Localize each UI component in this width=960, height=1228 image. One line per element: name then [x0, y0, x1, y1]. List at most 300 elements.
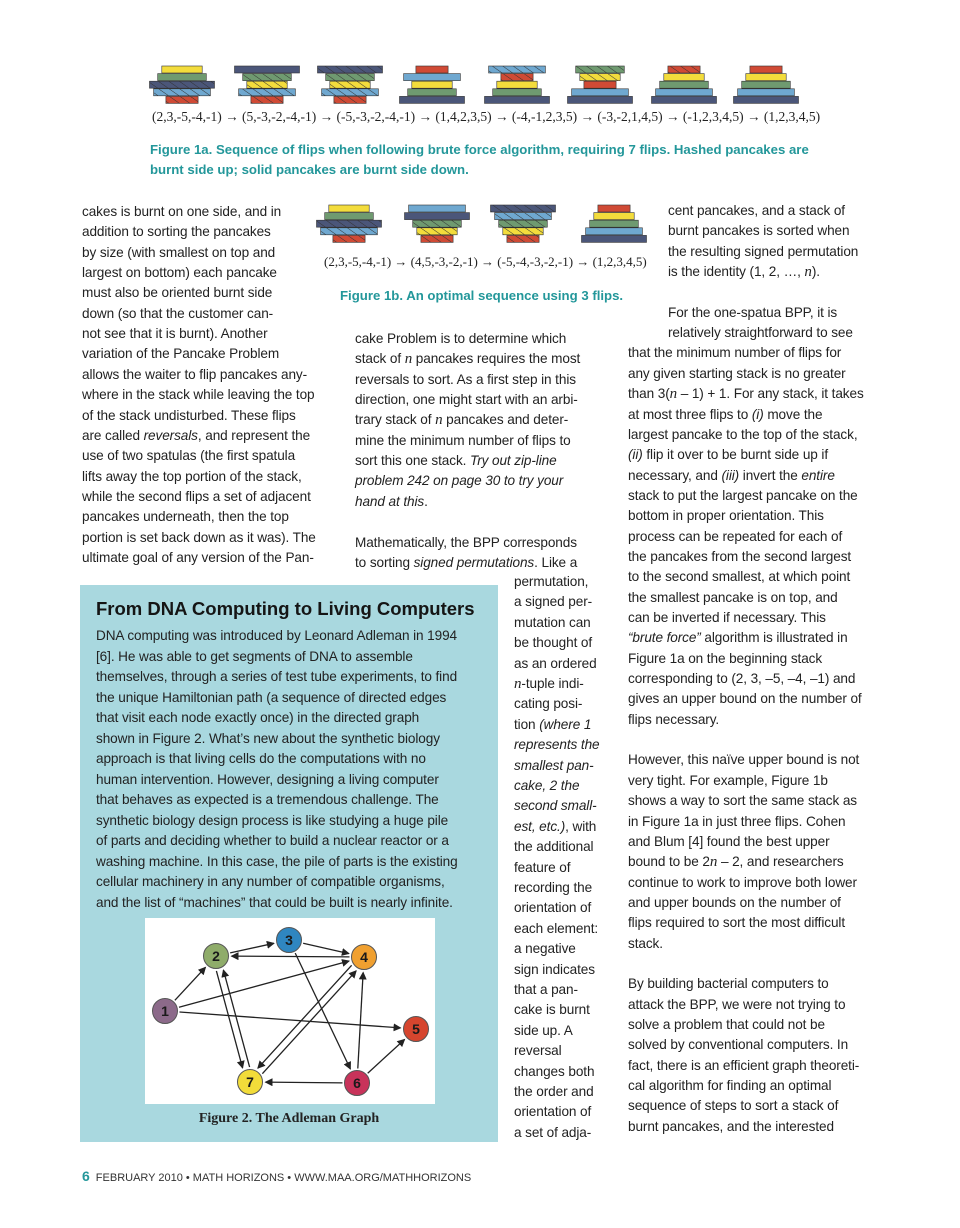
text-line	[514, 674, 584, 694]
hatch-overlay	[507, 235, 539, 242]
text-segment: flips necessary.	[628, 711, 720, 727]
text-segment: and Blum [4] found the best upper	[628, 833, 830, 849]
text-segment: as an ordered	[514, 655, 597, 671]
text-segment: relatively straightforward to see	[668, 325, 853, 341]
graph-edge-6-4	[358, 972, 363, 1068]
emphasis-text: represents the	[514, 737, 600, 753]
text-line	[628, 405, 822, 425]
text-line	[82, 324, 268, 344]
text-segment: human intervention. However, designing a living computer	[96, 771, 439, 787]
text-segment: must also be oriented burnt side	[82, 285, 273, 301]
hatch-overlay	[326, 74, 375, 81]
text-segment: that a pan-	[514, 982, 578, 997]
figure-2-caption: Figure 2. The Adleman Graph	[198, 1111, 380, 1126]
text-line	[668, 242, 858, 262]
text-line	[628, 669, 855, 689]
text-line	[514, 837, 593, 857]
emphasis-text: est, etc.)	[514, 818, 566, 834]
pancake-stack	[405, 205, 470, 242]
text-segment: , with	[565, 818, 597, 834]
graph-node-2	[204, 944, 229, 969]
text-line	[628, 486, 858, 506]
text-line	[82, 202, 281, 222]
text-segment: in Figure 1a in just three flips. Cohen	[628, 813, 846, 829]
text-line	[628, 913, 845, 933]
emphasis-text: second small-	[514, 798, 597, 814]
emphasis-text: (ii)	[628, 447, 643, 463]
text-line	[82, 243, 275, 263]
text-segment: mine the minimum number of flips to	[355, 432, 571, 448]
text-line	[628, 1076, 831, 1096]
emphasis-text: (iii)	[721, 467, 740, 483]
text-segment: washing machine. In this case, the pile of parts is the existing	[96, 853, 458, 869]
hatch-overlay	[334, 96, 366, 103]
text-segment: is the identity (1, 2, …,	[668, 264, 805, 280]
text-line	[96, 667, 457, 688]
text-segment: cake is burnt	[514, 1002, 590, 1018]
text-segment: pancakes underneath, then the top	[82, 509, 289, 525]
text-line	[668, 221, 849, 241]
pancake-burnt-down	[746, 74, 786, 81]
text-segment: algorithm is illustrated in	[700, 630, 848, 646]
graph-node-4	[352, 945, 377, 970]
text-segment: – 2, and researchers	[717, 854, 844, 870]
page-number: 6	[82, 1168, 90, 1184]
emphasis-text: entire	[801, 467, 835, 483]
graph-node-1	[153, 999, 178, 1024]
text-segment: [6]. He was able to get segments of DNA to assemble	[96, 648, 413, 664]
pancake-burnt-down	[582, 235, 647, 242]
text-segment: addition to sorting the pancakes	[82, 224, 271, 240]
hatch-overlay	[413, 220, 462, 227]
text-line	[355, 431, 571, 451]
text-segment: of the stack undisturbed. These flips	[82, 407, 296, 423]
hatch-overlay	[580, 74, 620, 81]
graph-edge-1-5	[179, 1012, 400, 1028]
text-line	[668, 201, 845, 221]
text-segment: down (so that the customer can-	[82, 305, 274, 321]
graph-node-7	[238, 1070, 263, 1095]
footer-text: FEBRUARY 2010 • MATH HORIZONS • WWW.MAA.ORG/MATHHORIZONS	[95, 1172, 472, 1184]
text-segment: pancakes requires the most	[412, 351, 581, 367]
text-line	[628, 934, 663, 954]
text-line	[96, 811, 448, 832]
text-line	[96, 770, 439, 791]
hatch-overlay	[491, 205, 556, 212]
emphasis-text: Try out zip-line	[470, 453, 557, 469]
text-segment: where in the stack while leaving the top	[82, 387, 315, 403]
text-line	[628, 425, 858, 445]
pancake-burnt-down	[568, 96, 633, 103]
text-segment: cent pancakes, and a stack of	[668, 203, 845, 218]
figure-1a-sequence: (2,3,-5,-4,-1) → (5,-3,-2,-4,-1) → (-5,-3,-2,-4,-1) → (1,4,2,3,5) → (-4,-1,2,3,5) → (-3,-2,1,4,5) → (-1,2,3,4,5) → (1,2,3,4,5)	[152, 109, 821, 124]
text-segment: the smallest pancake is on top, and	[628, 589, 838, 605]
text-segment: .	[424, 493, 428, 509]
text-segment: that visit each node exactly once) in the directed graph	[96, 710, 420, 725]
text-line	[82, 283, 272, 303]
hatch-overlay	[499, 220, 548, 227]
text-segment: continue to work to improve both lower	[628, 874, 857, 890]
text-line	[96, 831, 449, 852]
text-segment: a signed per-	[514, 594, 593, 610]
pancake-burnt-down	[412, 81, 452, 88]
text-line	[514, 898, 591, 918]
emphasis-text: (i)	[751, 406, 764, 422]
graph-node-label: 6	[353, 1075, 361, 1091]
text-line	[628, 771, 828, 791]
hatch-overlay	[154, 89, 211, 96]
text-line	[514, 1000, 590, 1020]
pancake-stack	[485, 66, 550, 103]
graph-node-label: 7	[246, 1074, 254, 1090]
hatch-overlay	[576, 66, 625, 73]
text-segment: stack.	[628, 935, 663, 951]
graph-edge-6-5	[368, 1039, 405, 1073]
pancake-stack	[318, 66, 383, 103]
math-variable: n	[514, 676, 522, 692]
text-segment: By building bacterial computers to	[628, 976, 829, 992]
text-segment: synthetic biology design process is like studying a huge pile	[96, 812, 449, 828]
pancake-burnt-down	[400, 96, 465, 103]
text-segment: not see that it is burnt). Another	[82, 326, 268, 342]
text-segment: the pancakes from the second largest	[628, 548, 852, 564]
pancake-burnt-down	[750, 66, 782, 73]
text-segment: flip it over to be burnt side up if	[642, 447, 829, 463]
text-line	[628, 608, 826, 628]
hatch-overlay	[150, 81, 215, 88]
text-line	[628, 445, 828, 465]
pancake-stack	[568, 66, 633, 103]
page-footer	[82, 1168, 471, 1184]
text-segment: burnt pancakes, and the interested	[628, 1118, 834, 1134]
text-segment: to sorting	[355, 554, 414, 570]
text-line	[355, 390, 578, 410]
text-line	[82, 487, 311, 507]
emphasis-text: smallest pan-	[514, 757, 594, 773]
graph-node-label: 3	[285, 932, 293, 948]
text-line	[355, 329, 566, 349]
pancake-burnt-down	[325, 213, 374, 220]
text-line	[628, 1096, 838, 1116]
text-line	[628, 1035, 848, 1055]
text-segment: fact, there is an efficient graph theoreti-	[628, 1057, 860, 1073]
math-variable: n	[804, 264, 812, 281]
text-segment: bottom in proper orientation. This	[628, 508, 824, 524]
math-variable: n	[669, 386, 678, 403]
text-line	[82, 406, 296, 426]
text-line	[514, 1082, 594, 1102]
emphasis-text: problem 242 on page 30 to try your	[355, 473, 564, 489]
emphasis-text: (where 1	[539, 716, 592, 732]
text-line	[514, 1021, 573, 1041]
text-line	[628, 547, 851, 567]
hatch-overlay	[243, 74, 292, 81]
pancake-burnt-down	[485, 96, 550, 103]
text-segment: Mathematically, the BPP corresponds	[355, 534, 577, 550]
pancake-burnt-down	[738, 89, 795, 96]
pancake-burnt-down	[405, 213, 470, 220]
hatch-overlay	[489, 66, 546, 73]
text-segment: that the minimum number of flips for	[628, 345, 842, 361]
text-line	[82, 426, 310, 446]
text-line	[628, 995, 845, 1015]
text-line	[628, 689, 862, 709]
hatch-overlay	[317, 220, 382, 227]
text-segment: solve a problem that could not be	[628, 1017, 825, 1032]
pancake-burnt-down	[329, 205, 369, 212]
text-line	[96, 647, 413, 668]
text-line	[514, 654, 597, 674]
hatch-overlay	[247, 81, 287, 88]
text-line	[96, 872, 445, 893]
figure-1b-sequence: (2,3,-5,-4,-1) → (4,5,-3,-2,-1) → (-5,-4,-3,-2,-1) → (1,2,3,4,5)	[324, 254, 647, 269]
text-segment: -tuple indi-	[521, 676, 584, 691]
text-segment: largest on bottom) each pancake	[82, 265, 277, 281]
text-line	[628, 1056, 859, 1076]
text-line	[668, 303, 837, 323]
text-segment: changes both	[514, 1063, 595, 1079]
text-line	[514, 919, 598, 939]
text-segment: cakes is burnt on one side, and in	[82, 204, 282, 219]
text-segment: can be inverted if necessary. This	[628, 610, 826, 625]
pancake-burnt-down	[497, 81, 537, 88]
text-segment: pancakes and deter-	[442, 412, 569, 428]
text-line	[96, 729, 440, 750]
math-variable: n	[709, 854, 718, 871]
hatch-overlay	[333, 235, 365, 242]
graph-edge-2-7	[216, 971, 242, 1068]
text-line	[628, 750, 859, 770]
text-segment: of parts and deciding whether to build a nuclear reactor or a	[96, 833, 449, 848]
text-line	[628, 466, 835, 486]
text-line	[628, 974, 829, 994]
text-segment: shown in Figure 2. What’s new about the synthetic biology	[96, 730, 440, 746]
text-segment: orientation of	[514, 1104, 592, 1120]
graph-edge-2-3	[230, 943, 274, 953]
text-line	[514, 572, 588, 592]
text-line	[96, 790, 439, 811]
text-line	[82, 344, 279, 364]
text-line	[514, 817, 596, 837]
text-segment: tion	[514, 716, 540, 732]
pancake-stack	[652, 66, 717, 103]
text-line	[355, 471, 563, 491]
pancake-burnt-down	[734, 96, 799, 103]
text-segment: and upper bounds on the number of	[628, 894, 841, 910]
figure-1b-caption: Figure 1b. An optimal sequence using 3 flips.	[340, 288, 624, 303]
text-line	[628, 852, 844, 872]
text-line	[628, 384, 864, 404]
text-line	[96, 749, 426, 770]
hatch-overlay	[166, 96, 198, 103]
text-segment: allows the waiter to flip pancakes any-	[82, 366, 308, 382]
text-segment: themselves, through a series of test tube experiments, to find	[96, 669, 458, 684]
emphasis-text: cake, 2 the	[514, 778, 580, 793]
pancake-stack	[582, 205, 647, 242]
text-line	[514, 858, 570, 878]
text-segment: move the	[763, 406, 823, 422]
graph-node-3	[277, 928, 302, 953]
hatch-overlay	[668, 66, 700, 73]
text-line	[96, 893, 453, 914]
text-line	[82, 507, 289, 527]
pancake-burnt-down	[584, 81, 616, 88]
text-line	[514, 1123, 591, 1143]
text-line	[628, 527, 842, 547]
graph-edge-6-7	[265, 1082, 342, 1083]
text-segment: be thought of	[514, 635, 593, 651]
text-line	[355, 410, 568, 430]
text-segment: to the second smallest, at which point	[628, 569, 851, 585]
hatch-overlay	[321, 228, 378, 235]
text-segment: flips required to sort the most difficult	[628, 915, 846, 931]
hatch-overlay	[318, 66, 383, 73]
graph-edge-3-4	[303, 943, 349, 953]
text-segment: use of two spatulas (the first spatula	[82, 448, 296, 464]
hatch-overlay	[421, 235, 453, 242]
text-line	[628, 364, 846, 384]
text-segment: each element:	[514, 920, 599, 936]
graph-edge-1-2	[175, 967, 206, 1000]
text-line	[514, 776, 579, 796]
text-segment: solved by conventional computers. In	[628, 1037, 849, 1053]
text-line	[96, 708, 419, 729]
emphasis-text: signed permutations	[413, 554, 535, 570]
text-segment: recording the	[514, 880, 593, 895]
pancake-burnt-down	[660, 81, 709, 88]
text-line	[82, 304, 273, 324]
text-segment: the order and	[514, 1084, 594, 1099]
text-segment: variation of the Pancake Problem	[82, 346, 280, 362]
text-line	[668, 262, 820, 282]
hatch-overlay	[417, 228, 457, 235]
pancake-burnt-down	[594, 213, 634, 220]
text-segment: cal algorithm for finding an optimal	[628, 1078, 832, 1094]
text-segment: while the second flips a set of adjacent	[82, 488, 311, 504]
hatch-overlay	[503, 228, 543, 235]
pancake-stack	[734, 66, 799, 103]
pancake-stack	[491, 205, 556, 242]
emphasis-text: reversals	[143, 427, 198, 443]
text-segment: sequence of steps to sort a stack of	[628, 1098, 839, 1114]
text-line	[514, 756, 594, 776]
text-segment: any given starting stack is no greater	[628, 365, 846, 381]
text-line	[96, 626, 457, 647]
text-line	[96, 852, 458, 873]
text-segment: process can be repeated for each of	[628, 528, 843, 544]
graph-node-label: 5	[412, 1021, 420, 1037]
text-line	[355, 533, 577, 553]
pancake-burnt-down	[416, 66, 448, 73]
text-segment: bound to be 2	[628, 854, 710, 870]
text-line	[514, 960, 595, 980]
text-line	[628, 873, 857, 893]
emphasis-text: hand at this	[355, 493, 425, 509]
text-segment: stack of	[355, 351, 405, 367]
text-line	[514, 980, 578, 1000]
graph-edge-3-6	[295, 953, 350, 1069]
text-line	[628, 588, 838, 608]
text-segment: , and represent the	[197, 427, 311, 443]
text-line	[82, 385, 315, 405]
text-line	[355, 370, 576, 390]
text-segment: the resulting signed permutation	[668, 243, 859, 259]
text-line	[355, 451, 557, 471]
text-line	[514, 735, 600, 755]
text-segment: ultimate goal of any version of the Pan-	[82, 549, 314, 565]
figure-1a-pancake-stacks	[0, 0, 960, 120]
pancake-burnt-down	[590, 220, 639, 227]
text-segment: sign indicates	[514, 961, 595, 977]
text-segment: portion is set back down as it was). The	[82, 529, 316, 545]
pancake-stack	[150, 66, 215, 103]
graph-edge-7-2	[223, 970, 249, 1067]
text-line	[628, 649, 822, 669]
text-line	[82, 263, 277, 283]
text-segment: the unique Hamiltonian path (a sequence of directed edges	[96, 689, 447, 705]
text-line	[355, 553, 577, 573]
text-line	[628, 893, 841, 913]
hatch-overlay	[322, 89, 379, 96]
text-segment: . Like a	[534, 554, 578, 570]
text-line	[628, 791, 857, 811]
text-segment: the additional	[514, 839, 594, 855]
text-line	[628, 343, 841, 363]
text-line	[82, 528, 316, 548]
text-segment: largest pancake to the top of the stack,	[628, 426, 858, 442]
text-segment: attack the BPP, we were not trying to	[628, 996, 846, 1012]
pancake-burnt-down	[158, 74, 207, 81]
pancake-burnt-down	[652, 96, 717, 103]
adleman-graph	[145, 918, 435, 1104]
text-segment: cake Problem is to determine which	[355, 331, 567, 346]
figure-1a-caption-line1: Figure 1a. Sequence of flips when following brute force algorithm, requiring 7 flips. Hashed pancakes are	[150, 142, 809, 157]
pancake-burnt-down	[235, 66, 300, 73]
text-line	[514, 592, 592, 612]
text-segment: by size (with smallest on top and	[82, 244, 276, 260]
text-segment: direction, one might start with an arbi-	[355, 392, 578, 408]
hatch-overlay	[251, 96, 283, 103]
text-line	[82, 548, 314, 568]
text-line	[514, 1041, 562, 1061]
hatch-overlay	[495, 213, 552, 220]
pancake-burnt-down	[493, 89, 542, 96]
graph-edge-4-2	[231, 956, 349, 957]
text-segment: shows a way to sort the same stack as	[628, 793, 858, 809]
text-line	[628, 628, 848, 648]
text-line	[355, 492, 428, 512]
text-line	[514, 633, 592, 653]
pancake-burnt-down	[656, 89, 713, 96]
text-segment: sort this one stack.	[355, 453, 471, 469]
text-segment: invert the	[739, 467, 802, 483]
text-line	[82, 467, 302, 487]
text-line	[514, 1102, 591, 1122]
text-segment: permutation,	[514, 574, 589, 589]
pancake-burnt-down	[408, 89, 457, 96]
text-segment: reversal	[514, 1043, 562, 1059]
text-segment: approach is that living cells do the computations with no	[96, 751, 426, 766]
text-line	[628, 710, 719, 730]
text-line	[628, 832, 830, 852]
text-segment: that behaves as expected is a tremendous challenge. The	[96, 792, 439, 807]
pancake-burnt-down	[742, 81, 791, 88]
emphasis-text: “brute force”	[628, 630, 701, 646]
text-line	[82, 222, 271, 242]
text-line	[514, 613, 591, 633]
text-line	[96, 688, 446, 709]
text-segment: cating posi-	[514, 696, 583, 712]
